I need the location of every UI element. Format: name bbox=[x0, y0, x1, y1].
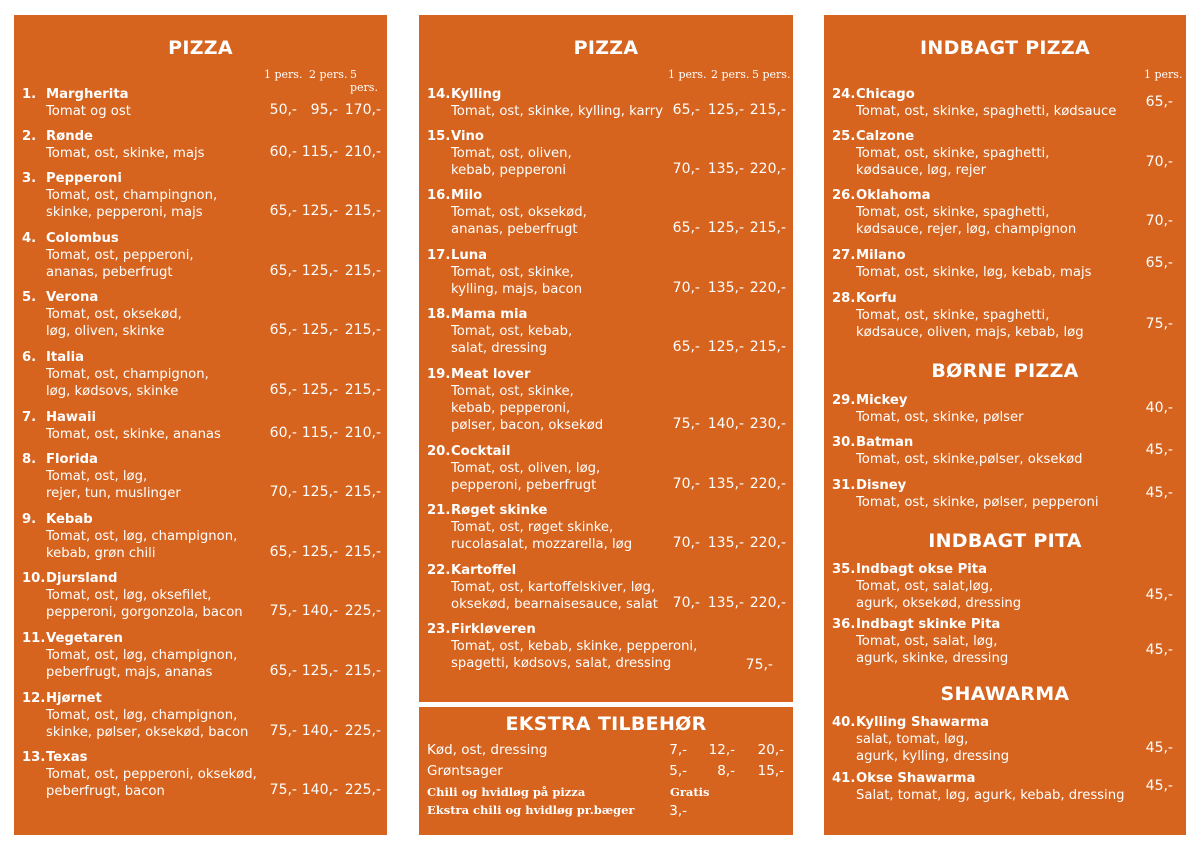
menu-item bbox=[824, 392, 1186, 426]
menu-item bbox=[419, 443, 793, 494]
menu-item bbox=[824, 714, 1186, 765]
item-description: Tomat, ost, røget skinke, rucolasalat, mozzarella, løg bbox=[451, 520, 633, 552]
item-description: Tomat, ost, oksekød, ananas, peberfrugt bbox=[451, 205, 587, 237]
menu-item bbox=[824, 187, 1186, 238]
item-price-5-pers: 220,- bbox=[749, 476, 786, 492]
item-price-2-pers: 140,- bbox=[301, 603, 338, 619]
extra-price-3: 15,- bbox=[757, 763, 784, 779]
menu-item bbox=[14, 511, 387, 562]
header-1-pers: 1 pers. bbox=[668, 68, 707, 81]
item-number: 15. bbox=[427, 129, 451, 144]
item-price-2-pers: 125,- bbox=[301, 263, 338, 279]
item-description: Tomat, ost, skinke, pølser bbox=[856, 410, 1024, 425]
item-description: Tomat, ost, skinke,pølser, oksekød bbox=[856, 452, 1083, 467]
item-price: 75,- bbox=[1145, 316, 1173, 332]
menu-item bbox=[419, 366, 793, 434]
item-name: Kylling Shawarma bbox=[856, 715, 989, 730]
pizza-menu-panel-1 bbox=[14, 15, 387, 835]
item-number: 31. bbox=[832, 478, 856, 493]
item-description: Tomat, ost, skinke, kebab, pepperoni, pølser, bacon, oksekød bbox=[451, 384, 604, 433]
item-price-1-pers: 50,- bbox=[269, 102, 297, 118]
item-number: 26. bbox=[832, 188, 856, 203]
header-1-pers: 1 pers. bbox=[1144, 68, 1183, 81]
item-price-5-pers: 215,- bbox=[344, 663, 381, 679]
item-price-5-pers: 225,- bbox=[344, 603, 381, 619]
item-price-1-pers: 70,- bbox=[672, 535, 700, 551]
item-name: Kylling bbox=[451, 87, 502, 102]
item-price-1-pers: 75,- bbox=[269, 723, 297, 739]
item-price-5-pers: 220,- bbox=[749, 595, 786, 611]
item-name: Okse Shawarma bbox=[856, 771, 976, 786]
item-number: 9. bbox=[22, 512, 37, 527]
item-number: 24. bbox=[832, 87, 856, 102]
item-price-2-pers: 135,- bbox=[707, 476, 744, 492]
header-1-pers: 1 pers. bbox=[264, 68, 303, 81]
menu-item bbox=[14, 570, 387, 621]
item-price: 65,- bbox=[1145, 255, 1173, 271]
extra-label: Kød, ost, dressing bbox=[427, 742, 548, 758]
item-price-2-pers: 125,- bbox=[301, 484, 338, 500]
menu-item bbox=[14, 690, 387, 741]
item-number: 21. bbox=[427, 503, 451, 518]
item-price: 65,- bbox=[1145, 94, 1173, 110]
menu-item bbox=[419, 306, 793, 357]
item-price-2-pers: 125,- bbox=[301, 663, 338, 679]
extra-row bbox=[427, 763, 785, 783]
menu-item bbox=[14, 128, 387, 162]
item-price-2-pers: 95,- bbox=[310, 102, 338, 118]
item-number: 2. bbox=[22, 129, 37, 144]
item-price-2-pers: 140,- bbox=[301, 782, 338, 798]
item-price: 45,- bbox=[1145, 485, 1173, 501]
extra-label: Chili og hvidløg på pizza bbox=[427, 785, 586, 799]
menu-item bbox=[419, 562, 793, 613]
item-price-1-pers: 75,- bbox=[269, 782, 297, 798]
item-number: 18. bbox=[427, 307, 451, 322]
item-price-1-pers: 60,- bbox=[269, 425, 297, 441]
menu-item bbox=[14, 230, 387, 281]
menu-item bbox=[14, 630, 387, 681]
item-name: Meat lover bbox=[451, 367, 531, 382]
item-price-2-pers: 115,- bbox=[301, 425, 338, 441]
item-price-5-pers: 215,- bbox=[344, 203, 381, 219]
item-price-1-pers: 70,- bbox=[672, 161, 700, 177]
item-number: 22. bbox=[427, 563, 451, 578]
item-price-2-pers: 140,- bbox=[301, 723, 338, 739]
item-number: 28. bbox=[832, 291, 856, 306]
item-price-2-pers: 140,- bbox=[707, 416, 744, 432]
menu-item bbox=[14, 749, 387, 800]
menu-item bbox=[824, 477, 1186, 511]
item-price-2-pers: 135,- bbox=[707, 535, 744, 551]
item-description: Tomat, ost, kebab, salat, dressing bbox=[451, 324, 573, 356]
item-price-1-pers: 70,- bbox=[672, 280, 700, 296]
pizza-menu-panel-2 bbox=[419, 15, 793, 702]
item-number: 29. bbox=[832, 393, 856, 408]
item-price-1-pers: 65,- bbox=[269, 203, 297, 219]
item-price-5-pers: 215,- bbox=[344, 263, 381, 279]
menu-item bbox=[824, 770, 1186, 804]
item-number: 16. bbox=[427, 188, 451, 203]
section-title-pizza: PIZZA bbox=[573, 37, 639, 59]
item-name: Milano bbox=[856, 248, 906, 263]
extra-price-1: 7,- bbox=[669, 742, 687, 758]
item-price-1-pers: 60,- bbox=[269, 144, 297, 160]
item-description: Tomat, ost, skinke, kylling, majs, bacon bbox=[451, 265, 583, 297]
item-price-1-pers: 65,- bbox=[672, 220, 700, 236]
item-name: Margherita bbox=[46, 87, 129, 102]
menu-item bbox=[14, 409, 387, 443]
item-number: 23. bbox=[427, 622, 451, 637]
item-price-1-pers: 65,- bbox=[269, 322, 297, 338]
item-number: 35. bbox=[832, 562, 856, 577]
item-name: Verona bbox=[46, 290, 99, 305]
item-name: Pepperoni bbox=[46, 171, 122, 186]
item-name: Hjørnet bbox=[46, 691, 102, 706]
extra-price-2: 12,- bbox=[708, 742, 735, 758]
item-price-1-pers: 65,- bbox=[269, 544, 297, 560]
item-price-2-pers: 125,- bbox=[707, 220, 744, 236]
item-description: Tomat, ost, skinke, pølser, pepperoni bbox=[856, 495, 1099, 510]
section-title-indbagt-pizza: INDBAGT PIZZA bbox=[920, 37, 1090, 59]
menu-item bbox=[824, 290, 1186, 341]
menu-item bbox=[419, 621, 793, 672]
item-name: Indbagt skinke Pita bbox=[856, 617, 1001, 632]
item-description: Tomat, ost, pepperoni, oksekød, peberfrugt, bacon bbox=[46, 767, 257, 799]
item-description: Tomat, ost, løg, rejer, tun, muslinger bbox=[46, 469, 181, 501]
item-description: Tomat, ost, skinke, spaghetti, kødsauce, løg, rejer bbox=[856, 146, 1050, 178]
extra-row bbox=[427, 803, 785, 823]
item-description: Tomat, ost, kebab, skinke, pepperoni, spagetti, kødsovs, salat, dressing bbox=[451, 639, 698, 671]
item-price-2-pers: 125,- bbox=[707, 102, 744, 118]
item-description: Tomat, ost, løg, champignon, peberfrugt, majs, ananas bbox=[46, 648, 238, 680]
extra-price-1: 5,- bbox=[669, 763, 687, 779]
item-description: Tomat, ost, champignon, løg, kødsovs, skinke bbox=[46, 367, 209, 399]
item-price-1-pers: 70,- bbox=[672, 595, 700, 611]
item-name: Mickey bbox=[856, 393, 908, 408]
item-name: Vino bbox=[451, 129, 484, 144]
item-price-5-pers: 215,- bbox=[749, 102, 786, 118]
item-name: Cocktail bbox=[451, 444, 511, 459]
item-name: Milo bbox=[451, 188, 483, 203]
extra-price-1: 3,- bbox=[669, 803, 687, 819]
item-number: 3. bbox=[22, 171, 37, 186]
item-number: 41. bbox=[832, 771, 856, 786]
item-description: Tomat, ost, salat, løg, agurk, skinke, dressing bbox=[856, 634, 1009, 666]
item-name: Mama mia bbox=[451, 307, 528, 322]
menu-item bbox=[14, 289, 387, 340]
item-price-5-pers: 215,- bbox=[344, 544, 381, 560]
item-price-5-pers: 215,- bbox=[344, 484, 381, 500]
item-name: Korfu bbox=[856, 291, 897, 306]
item-number: 13. bbox=[22, 750, 46, 765]
item-description: Tomat, ost, løg, oksefilet, pepperoni, gorgonzola, bacon bbox=[46, 588, 243, 620]
item-name: Florida bbox=[46, 452, 98, 467]
header-2-pers: 2 pers. bbox=[309, 68, 348, 81]
item-number: 8. bbox=[22, 452, 37, 467]
item-name: Rønde bbox=[46, 129, 93, 144]
item-description: Tomat og ost bbox=[46, 104, 131, 119]
item-number: 7. bbox=[22, 410, 37, 425]
item-price-5-pers: 225,- bbox=[344, 782, 381, 798]
item-name: Disney bbox=[856, 478, 907, 493]
item-name: Kebab bbox=[46, 512, 93, 527]
item-name: Oklahoma bbox=[856, 188, 931, 203]
extra-row bbox=[427, 785, 785, 805]
item-price: 70,- bbox=[1145, 154, 1173, 170]
item-name: Luna bbox=[451, 248, 488, 263]
item-price-1-pers: 65,- bbox=[269, 263, 297, 279]
item-price-1-pers: 70,- bbox=[672, 476, 700, 492]
item-price-2-pers: 125,- bbox=[301, 544, 338, 560]
item-price-2-pers: 125,- bbox=[301, 382, 338, 398]
menu-item bbox=[824, 616, 1186, 667]
menu-item bbox=[824, 86, 1186, 120]
item-number: 40. bbox=[832, 715, 856, 730]
item-price: 45,- bbox=[1145, 587, 1173, 603]
item-price-2-pers: 135,- bbox=[707, 161, 744, 177]
extra-label: Ekstra chili og hvidløg pr.bæger bbox=[427, 803, 635, 817]
item-description: Tomat, ost, skinke, ananas bbox=[46, 427, 221, 442]
menu-item bbox=[14, 170, 387, 221]
item-description: Tomat, ost, oliven, løg, pepperoni, peberfrugt bbox=[451, 461, 601, 493]
item-name: Kartoffel bbox=[451, 563, 517, 578]
header-2-pers: 2 pers. bbox=[711, 68, 750, 81]
item-price-5-pers: 220,- bbox=[749, 535, 786, 551]
item-price: 45,- bbox=[1145, 740, 1173, 756]
menu-item bbox=[419, 247, 793, 298]
item-price-1-pers: 75,- bbox=[269, 603, 297, 619]
item-name: Italia bbox=[46, 350, 85, 365]
item-description: Tomat, ost, champingnon, skinke, pepperoni, majs bbox=[46, 188, 218, 220]
item-price-5-pers: 215,- bbox=[344, 322, 381, 338]
item-number: 11. bbox=[22, 631, 46, 646]
item-price-5-pers: 215,- bbox=[749, 220, 786, 236]
item-number: 1. bbox=[22, 87, 37, 102]
item-name: Chicago bbox=[856, 87, 915, 102]
item-price-1-pers: 65,- bbox=[269, 382, 297, 398]
item-number: 25. bbox=[832, 129, 856, 144]
item-price-5-pers: 215,- bbox=[749, 339, 786, 355]
item-description: Tomat, ost, oliven, kebab, pepperoni bbox=[451, 146, 572, 178]
section-title-indbagt-pita: INDBAGT PITA bbox=[928, 530, 1082, 552]
item-price-1-pers: 65,- bbox=[672, 102, 700, 118]
right-menu-panel bbox=[824, 15, 1186, 835]
item-price: 40,- bbox=[1145, 400, 1173, 416]
item-price: 70,- bbox=[1145, 213, 1173, 229]
item-number: 6. bbox=[22, 350, 37, 365]
item-price-5-pers: 215,- bbox=[344, 382, 381, 398]
item-price-1-pers: 75,- bbox=[672, 416, 700, 432]
item-description: Tomat, ost, løg, champignon, skinke, pølser, oksekød, bacon bbox=[46, 708, 249, 740]
item-price-5-pers: 170,- bbox=[344, 102, 381, 118]
menu-item bbox=[419, 502, 793, 553]
menu-item bbox=[824, 128, 1186, 179]
header-5-pers: 5 pers. bbox=[350, 68, 378, 94]
menu-item bbox=[419, 128, 793, 179]
item-name: Vegetaren bbox=[46, 631, 123, 646]
item-price-1-pers: 70,- bbox=[269, 484, 297, 500]
item-price: 45,- bbox=[1145, 642, 1173, 658]
item-name: Hawaii bbox=[46, 410, 97, 425]
item-number: 5. bbox=[22, 290, 37, 305]
item-description: Tomat, ost, pepperoni, ananas, peberfrugt bbox=[46, 248, 194, 280]
section-title-shawarma: SHAWARMA bbox=[940, 683, 1070, 705]
item-number: 19. bbox=[427, 367, 451, 382]
item-number: 10. bbox=[22, 571, 46, 586]
item-price-5-pers: 220,- bbox=[749, 161, 786, 177]
item-price-2-pers: 135,- bbox=[707, 280, 744, 296]
header-5-pers: 5 pers. bbox=[752, 68, 791, 81]
item-name: Indbagt okse Pita bbox=[856, 562, 988, 577]
item-price-5-pers: 225,- bbox=[344, 723, 381, 739]
item-description: Tomat, ost, skinke, majs bbox=[46, 146, 205, 161]
extra-gratis-note: Gratis bbox=[670, 785, 710, 799]
menu-item bbox=[14, 86, 387, 120]
extra-price-2: 8,- bbox=[717, 763, 735, 779]
item-price-5-pers: 230,- bbox=[749, 416, 786, 432]
item-number: 14. bbox=[427, 87, 451, 102]
item-description: Tomat, ost, løg, champignon, kebab, grøn chili bbox=[46, 529, 238, 561]
item-name: Colombus bbox=[46, 231, 119, 246]
item-price-2-pers: 115,- bbox=[301, 144, 338, 160]
item-price-5-pers: 220,- bbox=[749, 280, 786, 296]
section-title-extra: EKSTRA TILBEHØR bbox=[505, 713, 707, 735]
item-description: Tomat, ost, skinke, løg, kebab, majs bbox=[856, 265, 1092, 280]
extra-accessories-panel bbox=[419, 707, 793, 835]
item-name: Røget skinke bbox=[451, 503, 548, 518]
item-description: Tomat, ost, skinke, spaghetti, kødsauce, oliven, majs, kebab, løg bbox=[856, 308, 1084, 340]
menu-item bbox=[419, 187, 793, 238]
item-price: 45,- bbox=[1145, 442, 1173, 458]
item-number: 30. bbox=[832, 435, 856, 450]
item-price-2-pers: 125,- bbox=[301, 203, 338, 219]
item-description: salat, tomat, løg, agurk, kylling, dressing bbox=[856, 732, 1010, 764]
item-price-1-pers: 65,- bbox=[672, 339, 700, 355]
item-price-5-pers: 210,- bbox=[344, 144, 381, 160]
item-number: 4. bbox=[22, 231, 37, 246]
section-title-borne-pizza: BØRNE PIZZA bbox=[931, 360, 1079, 382]
item-description: Tomat, ost, salat,løg, agurk, oksekød, dressing bbox=[856, 579, 1022, 611]
item-description: Tomat, ost, skinke, spaghetti, kødsauce bbox=[856, 104, 1117, 119]
item-price-1-pers: 65,- bbox=[269, 663, 297, 679]
item-price: 45,- bbox=[1145, 778, 1173, 794]
item-number: 17. bbox=[427, 248, 451, 263]
menu-item bbox=[824, 434, 1186, 468]
item-number: 20. bbox=[427, 444, 451, 459]
item-number: 12. bbox=[22, 691, 46, 706]
item-price-5-pers: 210,- bbox=[344, 425, 381, 441]
item-description: Salat, tomat, løg, agurk, kebab, dressing bbox=[856, 788, 1125, 803]
item-price-2-pers: 135,- bbox=[707, 595, 744, 611]
item-price: 75,- bbox=[745, 657, 773, 673]
menu-item bbox=[14, 451, 387, 502]
item-name: Calzone bbox=[856, 129, 915, 144]
item-number: 36. bbox=[832, 617, 856, 632]
item-name: Firkløveren bbox=[451, 622, 536, 637]
extra-row bbox=[427, 742, 785, 762]
item-description: Tomat, ost, oksekød, løg, oliven, skinke bbox=[46, 307, 182, 339]
item-name: Batman bbox=[856, 435, 914, 450]
item-name: Djursland bbox=[46, 571, 118, 586]
extra-price-3: 20,- bbox=[757, 742, 784, 758]
menu-item bbox=[824, 247, 1186, 281]
item-number: 27. bbox=[832, 248, 856, 263]
menu-item bbox=[824, 561, 1186, 612]
item-description: Tomat, ost, skinke, spaghetti, kødsauce, rejer, løg, champignon bbox=[856, 205, 1077, 237]
section-title-pizza: PIZZA bbox=[168, 37, 233, 59]
item-description: Tomat, ost, kartoffelskiver, løg, oksekød, bearnaisesauce, salat bbox=[451, 580, 658, 612]
item-price-2-pers: 125,- bbox=[301, 322, 338, 338]
item-price-2-pers: 125,- bbox=[707, 339, 744, 355]
item-description: Tomat, ost, skinke, kylling, karry bbox=[451, 104, 664, 119]
menu-item bbox=[14, 349, 387, 400]
extra-label: Grøntsager bbox=[427, 763, 503, 779]
item-name: Texas bbox=[46, 750, 88, 765]
menu-item bbox=[419, 86, 793, 120]
